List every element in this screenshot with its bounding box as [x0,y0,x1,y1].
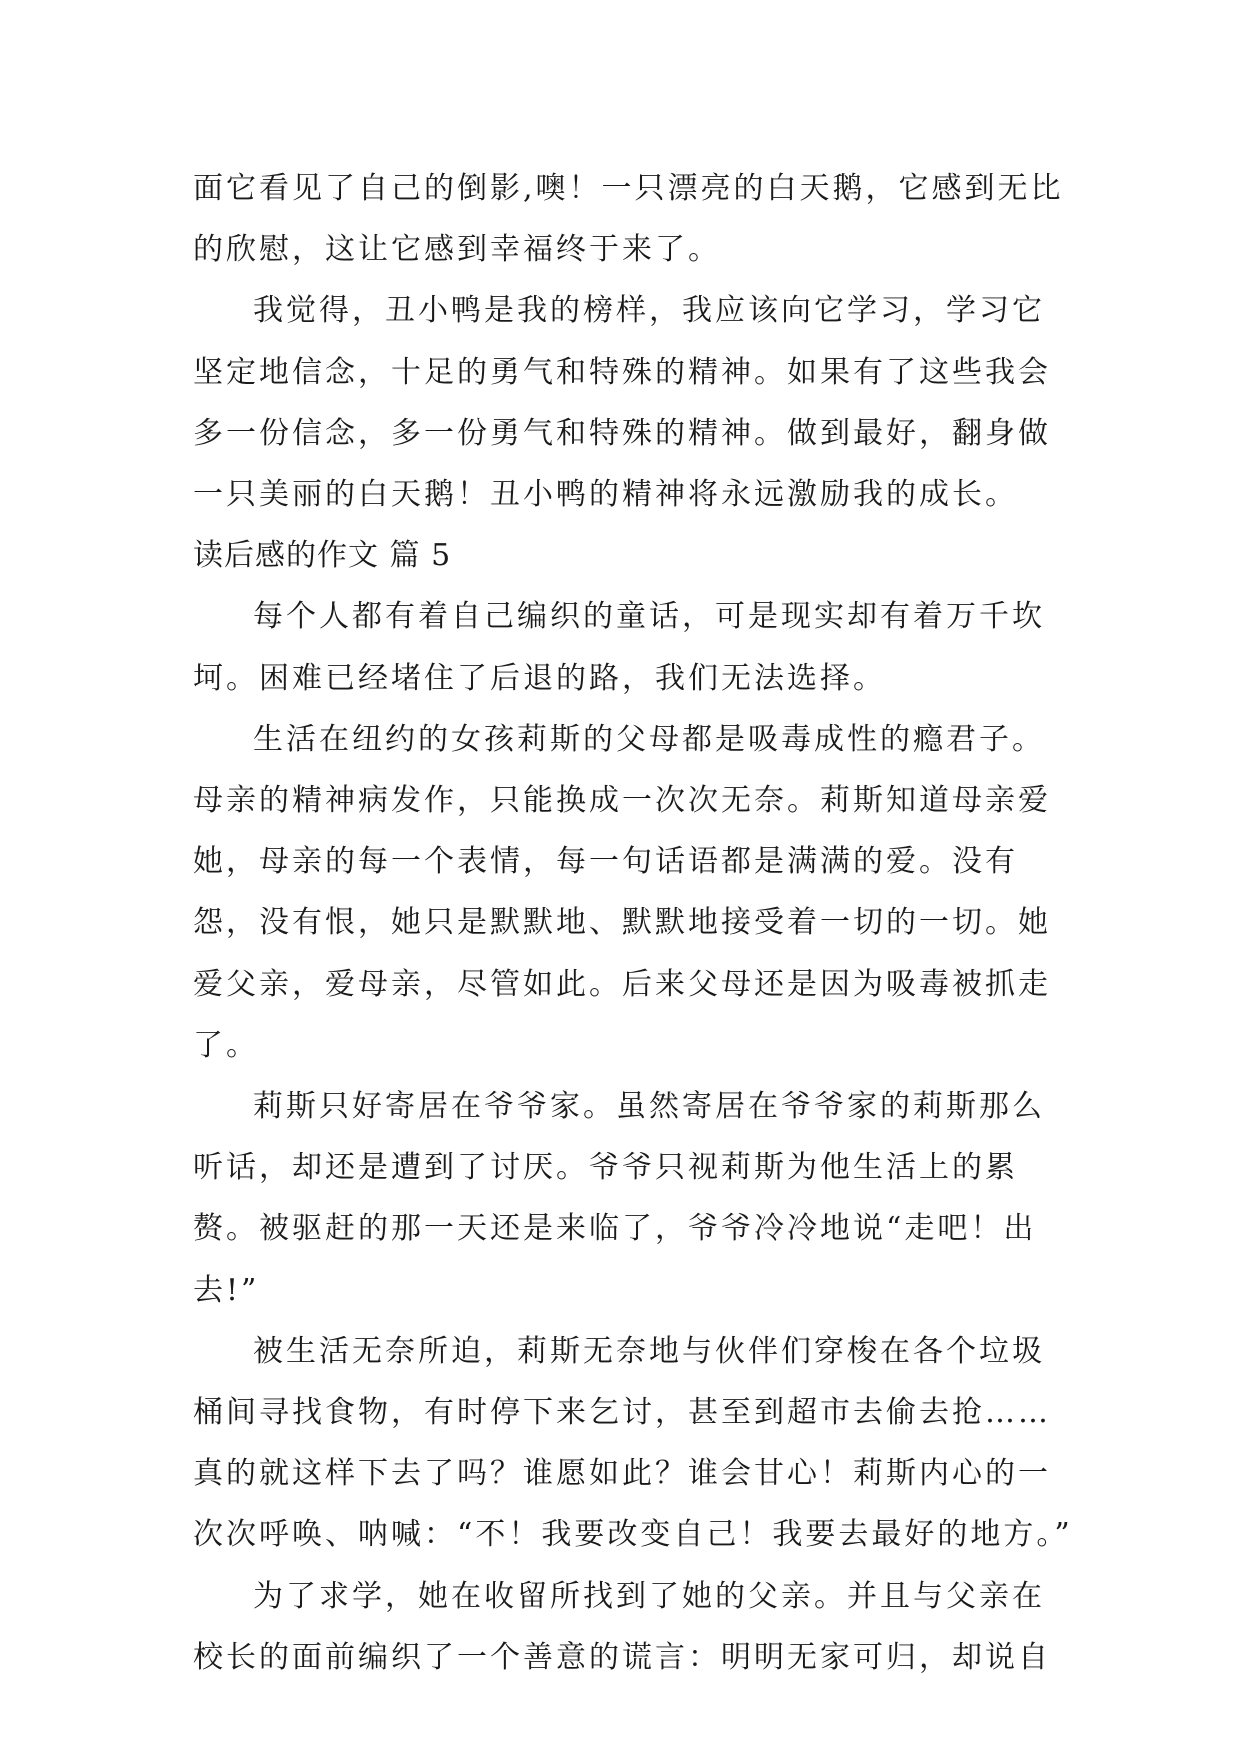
section-heading: 读后感的作文 篇 5 [193,538,452,574]
paragraph: 我觉得，丑小鸭是我的榜样，我应该向它学习，学习它坚定地信念，十足的勇气和特殊的精神。如果有了这些我会多一份信念，多一份勇气和特殊的精神。做到最好，翻身做一只美丽的白天鹅！丑小鸭的精神将永远激励我的成长。 [193,293,1051,513]
document-body [193,158,1073,1688]
paragraph: 为了求学，她在收留所找到了她的父亲。并且与父亲在校长的面前编织了一个善意的谎言：明明无家可归，却说自 [193,1578,1051,1675]
paragraph: 被生活无奈所迫，莉斯无奈地与伙伴们穿梭在各个垃圾桶间寻找食物，有时停下来乞讨，甚至到超市去偷去抢……真的就这样下去了吗？谁愿如此？谁会甘心！莉斯内心的一次次呼唤、呐喊：“不！我要改变自己！我要去最好的地方。” [193,1333,1073,1553]
paragraph: 生活在纽约的女孩莉斯的父母都是吸毒成性的瘾君子。母亲的精神病发作，只能换成一次次无奈。莉斯知道母亲爱她，母亲的每一个表情，每一句话语都是满满的爱。没有怨，没有恨，她只是默默地、默默地接受着一切的一切。她爱父亲，爱母亲，尽管如此。后来父母还是因为吸毒被抓走了。 [193,721,1051,1063]
paragraph: 每个人都有着自己编织的童话，可是现实却有着万千坎坷。困难已经堵住了后退的路，我们无法选择。 [193,599,1045,696]
paragraph: 面它看见了自己的倒影,噢！一只漂亮的白天鹅，它感到无比的欣慰，这让它感到幸福终于来了。 [193,171,1064,268]
paragraph: 莉斯只好寄居在爷爷家。虽然寄居在爷爷家的莉斯那么听话，却还是遭到了讨厌。爷爷只视莉斯为他生活上的累赘。被驱赶的那一天还是来临了，爷爷冷冷地说“走吧！出去!” [193,1089,1045,1308]
